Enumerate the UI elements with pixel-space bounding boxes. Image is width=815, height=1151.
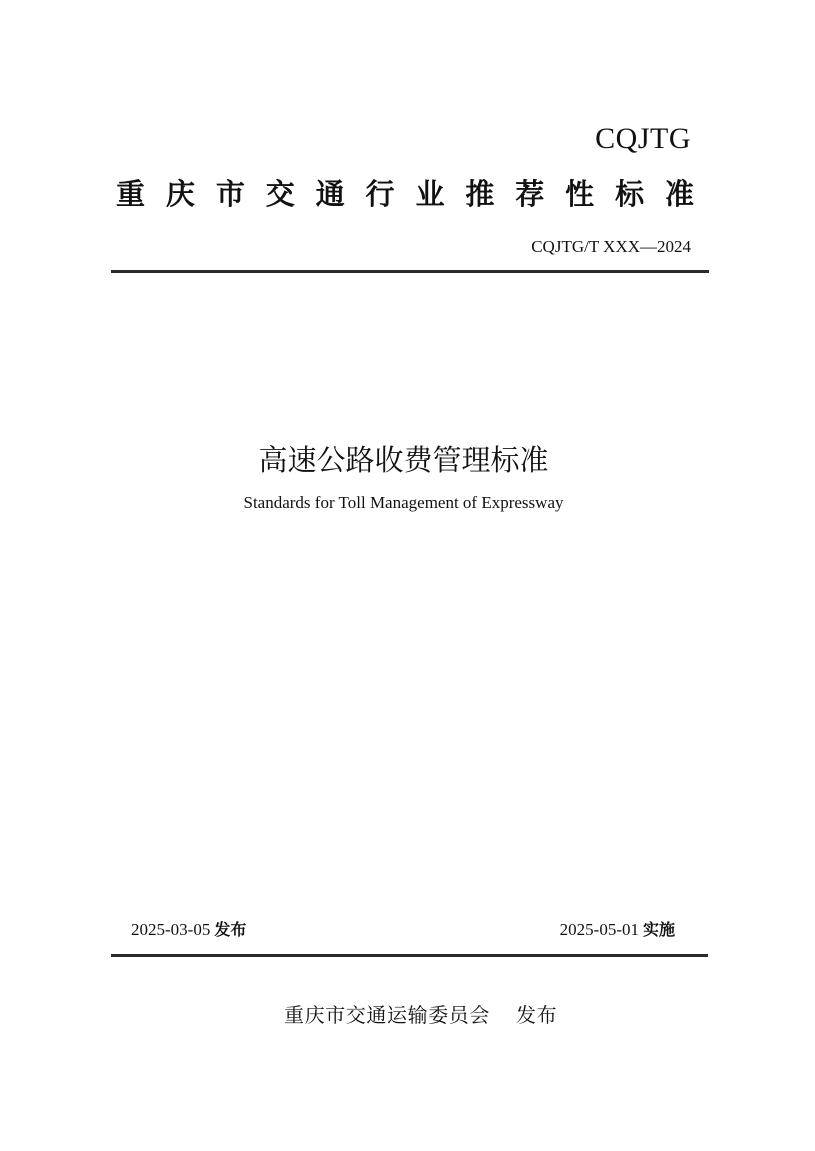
standard-type-char: 推 — [465, 177, 495, 211]
publish-date-line — [131, 919, 246, 941]
issuer-line — [284, 1001, 557, 1029]
standard-type-char: 标 — [615, 177, 645, 211]
standard-type-char: 行 — [365, 177, 395, 211]
document-title-english: Standards for Toll Management of Expressway — [243, 493, 564, 512]
standard-type-char: 市 — [215, 177, 245, 211]
standard-type-char: 交 — [265, 177, 295, 211]
standard-type-char: 准 — [664, 177, 694, 211]
effective-date: 2025-05-01 — [559, 920, 639, 939]
standard-type-char: 通 — [315, 177, 345, 211]
standard-code: CQJTG — [595, 122, 691, 155]
standard-type-char: 重 — [116, 177, 146, 211]
standard-number: CQJTG/T XXX—2024 — [531, 237, 691, 256]
effective-label: 实施 — [642, 920, 675, 939]
standard-type-char: 荐 — [515, 177, 545, 211]
publish-label: 发布 — [214, 920, 247, 939]
header-divider — [111, 270, 709, 273]
publish-date: 2025-03-05 — [131, 920, 211, 939]
footer-divider — [111, 954, 708, 957]
issuing-action: 发布 — [516, 1003, 558, 1027]
issuing-organization: 重庆市交通运输委员会 — [284, 1003, 490, 1027]
standard-type-char: 业 — [415, 177, 445, 211]
document-title-chinese: 高速公路收费管理标准 — [258, 443, 549, 477]
effective-date-line — [560, 919, 675, 941]
standard-type-char: 庆 — [165, 177, 195, 211]
standard-type-char: 性 — [565, 177, 595, 211]
standard-type-heading — [116, 172, 694, 216]
